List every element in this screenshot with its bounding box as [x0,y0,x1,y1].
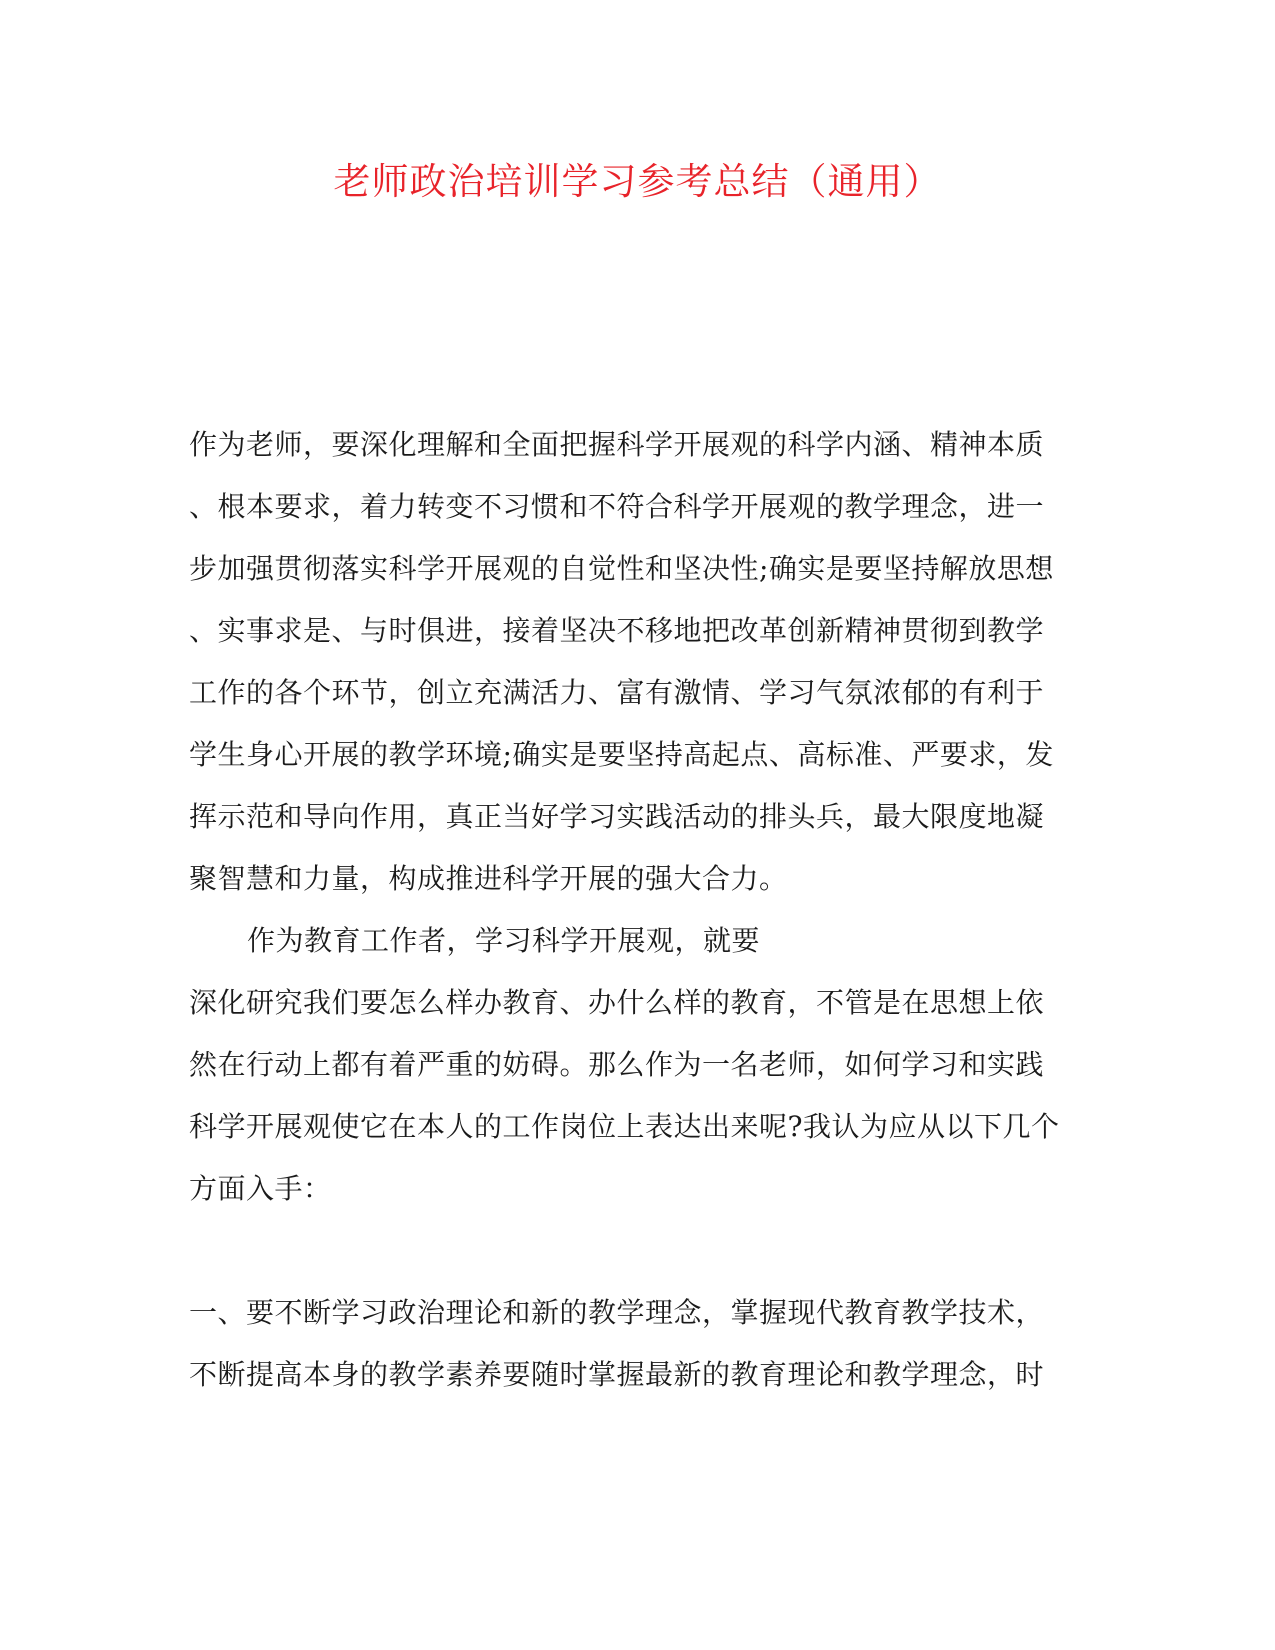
document-title: 老师政治培训学习参考总结（通用） [333,160,942,203]
body-line: 步加强贯彻落实科学开展观的自觉性和坚决性;确实是要坚持解放思想 [189,552,1054,585]
body-line: 、根本要求，着力转变不习惯和不符合科学开展观的教学理念，进一 [189,490,1045,523]
body-line: 聚智慧和力量，构成推进科学开展的强大合力。 [189,862,788,895]
body-line: 然在行动上都有着严重的妨碍。那么作为一名老师，如何学习和实践 [189,1048,1045,1081]
body-line: 不断提高本身的教学素养要随时掌握最新的教育理论和教学理念，时 [189,1358,1045,1391]
body-line: 挥示范和导向作用，真正当好学习实践活动的排头兵，最大限度地凝 [189,800,1045,833]
section-heading-line: 一、要不断学习政治理论和新的教学理念，掌握现代教育教学技术， [189,1296,1045,1329]
body-line: 方面入手： [189,1172,332,1205]
body-line-indented: 作为教育工作者，学习科学开展观，就要 [247,924,761,957]
body-line: 、实事求是、与时俱进，接着坚决不移地把改革创新精神贯彻到教学 [189,614,1045,647]
body-line: 科学开展观使它在本人的工作岗位上表达出来呢?我认为应从以下几个 [189,1110,1060,1143]
body-line: 作为老师，要深化理解和全面把握科学开展观的科学内涵、精神本质 [189,428,1045,461]
body-line: 学生身心开展的教学环境;确实是要坚持高起点、高标准、严要求，发 [189,738,1054,771]
body-line: 工作的各个环节，创立充满活力、富有激情、学习气氛浓郁的有利于 [189,676,1045,709]
body-line: 深化研究我们要怎么样办教育、办什么样的教育，不管是在思想上依 [189,986,1045,1019]
